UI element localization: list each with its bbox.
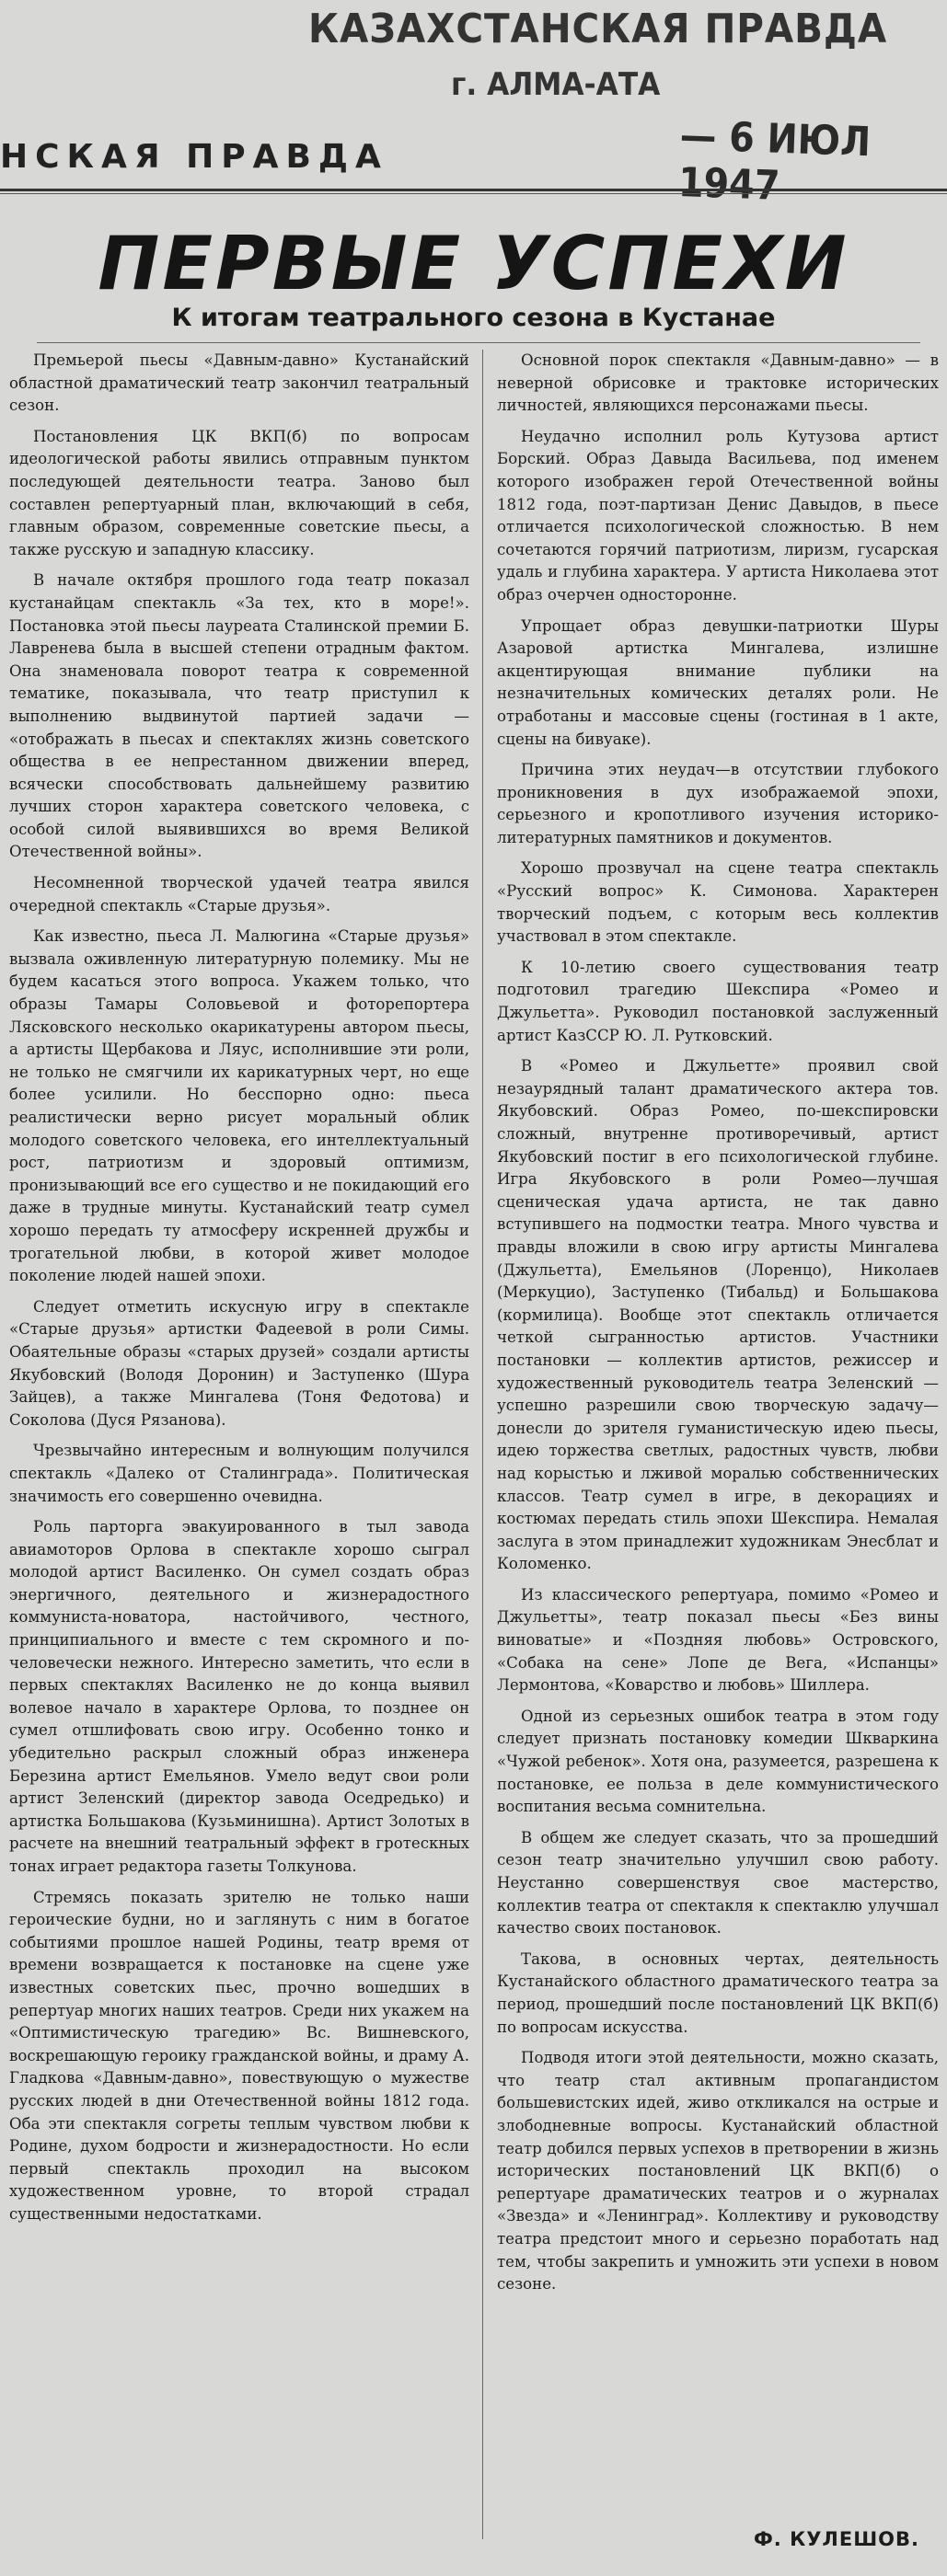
masthead-rule-thin <box>0 193 947 194</box>
paragraph: Несомненной творческой удачей театра явился очередной спектакль «Старые друзья». <box>9 874 469 914</box>
paragraph: В начале октября прошлого года театр показал кустанайцам спектакль «За тех, кто в море!». Постановка этой пьесы лауреата Сталинской премии Б. Лавренева была в высшей степени отрадным фактом. Она знаменовала поворот театра к современной тематике, показывала, что театр приступил к выполнению выдвинутой партией задачи — «отображать в пьесах и спектаклях жизнь советского общества в ее непрестанном движении вперед, всячески способствовать дальнейшему развитию лучших сторон характера советского человека, с особой силой выявившихся во время Великой Отечественной войны». <box>9 571 469 861</box>
paragraph: Неудачно исполнил роль Кутузова артист Борский. Образ Давыда Васильева, под именем которого изображен герой Отечественной войны 1812 года, поэт-партизан Денис Давыдов, в пьесе отличается психологической сложностью. В нем сочетаются горячий патриотизм, лиризм, гусарская удаль и глубина характера. У артиста Николаева этот образ очерчен односторонне. <box>497 427 939 604</box>
paragraph: Упрощает образ девушки-патриотки Шуры Азаровой артистка Мингалева, излишне акцентирующая внимание публики на незначительных комических деталях роли. Не отработаны и массовые сцены (гостиная в 1 акте, сцены на бивуаке). <box>497 616 939 748</box>
date-stamp: — 6 ИЮЛ 1947 <box>677 112 872 210</box>
author-signature: Ф. КУЛЕШОВ. <box>753 2528 919 2550</box>
paragraph: Роль парторга эвакуированного в тыл завода авиамоторов Орлова в спектакле хорошо сыграл молодой артист Василенко. Он сумел создать образ энергичного, деятельного и жизнерадостного коммуниста-новатора, настойчивого, честного, принципиального и вместе с тем скромного и по-человечески нежного. Интересно заметить, что если в первых спектаклях Василенко не до конца выявил волевое начало в характере Орлова, то позднее он сумел отшлифовать свою игру. Особенно тонко и убедительно раскрыл сложный образ инженера Березина артист Емельянов. Умело ведут свои роли артист Зеленский (директор завода Оседредько) и артистка Большакова (Кузьминишна). Артист Золотых в расчете на внешний театральный эффект в гротескных тонах играет редактора газеты Толкунова. <box>9 1518 469 1875</box>
paragraph: Постановления ЦК ВКП(б) по вопросам идеологической работы явились отправным пунктом последующей деятельности театра. Заново был составлен репертуарный план, включающий в себя, главным образом, современные советские пьесы, а также русскую и западную классику. <box>9 427 469 558</box>
paragraph: Стремясь показать зрителю не только наши героические будни, но и заглянуть с ним в богатое событиями прошлое нашей Родины, театр время от времени возвращается к постановке на сцене уже известных советских пьес, прочно вошедших в репертуар многих наших театров. Среди них укажем на «Оптимистическую трагедию» Вс. Вишневского, воскрешающую героику гражданской войны, и драму А. Гладкова «Давным-давно», повествующую о мужестве русских людей в дни Отечественной войны 1812 года. Оба эти спектакля согреты теплым чувством любви к Родине, духом бодрости и жизнерадостности. Но если первый спектакль проходил на высоком художественном уровне, то второй страдал существенными недостатками. <box>9 1888 469 2223</box>
paragraph: Чрезвычайно интересным и волнующим получился спектакль «Далеко от Сталинграда». Политическая значимость его совершенно очевидна. <box>9 1442 469 1505</box>
clipping-header <box>0 0 947 210</box>
paragraph: В общем же следует сказать, что за прошедший сезон театр значительно улучшил свою работу. Неустанно совершенствуя свое мастерство, коллектив театра от спектакля к спектаклю улучшал качество своих постановок. <box>497 1828 939 1938</box>
paragraph: Причина этих неудач—в отсутствии глубокого проникновения в дух изображаемой эпохи, серьезного и кропотливого изучения историко-литературных памятников и документов. <box>497 761 939 846</box>
subheadline-rule <box>37 342 920 343</box>
paragraph: Премьерой пьесы «Давным-давно» Кустанайский областной драматический театр закончил театральный сезон. <box>9 351 469 415</box>
newspaper-stamp-city: г. АЛМА-АТА <box>451 66 661 103</box>
article-column-left <box>9 350 469 2539</box>
paragraph: Одной из серьезных ошибок театра в этом году следует признать постановку комедии Шкваркина «Чужой ребенок». Хотя она, разумеется, разрешена к постановке, ее польза в деле коммунистического воспитания весьма сомнительна. <box>497 1707 939 1816</box>
paragraph: Подводя итоги этой деятельности, можно сказать, что театр стал активным пропагандистом большевистских идей, живо откликался на острые и злободневные вопросы. Кустанайский областной театр добился первых успехов в претворении в жизнь исторических постановлений ЦК ВКП(б) о репертуаре драматических театров и о журналах «Звезда» и «Ленинград». Коллективу и руководству театра предстоит много и серьезно поработать над тем, чтобы закрепить и умножить эти успехи в новом сезоне. <box>497 2049 939 2294</box>
article-subheadline: К итогам театрального сезона в Кустанае <box>171 304 776 332</box>
paragraph: Как известно, пьеса Л. Малюгина «Старые друзья» вызвала оживленную литературную полемику. Мы не будем касаться этого вопроса. Укажем только, что образы Тамары Соловьевой и фоторепортера Лясковского несколько окарикатурены автором пьесы, а артисты Щербакова и Ляус, исполнившие эти роли, не только не смягчили их карикатурных черт, но еще более усилили. Но бесспорно одно: пьеса реалистически верно рисует моральный облик молодого советского человека, его интеллектуальный рост, патриотизм и здоровый оптимизм, пронизывающий все его существо и не покидающий его даже в трудные минуты. Кустанайский театр сумел хорошо передать ту атмосферу искренней дружбы и трогательной любви, в которой живет молодое поколение людей нашей эпохи. <box>9 927 469 1285</box>
paragraph: Следует отметить искусную игру в спектакле «Старые друзья» артистки Фадеевой в роли Симы. Обаятельные образы «старых друзей» создали артисты Якубовский (Володя Доронин) и Заступенко (Шура Зайцев), а также Мингалева (Тоня Федотова) и Соколова (Дуся Рязанова). <box>9 1297 469 1429</box>
article-headline: ПЕРВЫЕ УСПЕХИ <box>98 221 849 306</box>
paragraph: Такова, в основных чертах, деятельность Кустанайского областного драматического театра за период, прошедший после постановлений ЦК ВКП(б) по вопросам искусства. <box>497 1949 939 2036</box>
article-column-right <box>497 350 939 2539</box>
paragraph: Основной порок спектакля «Давным-давно» — в неверной обрисовке и трактовке исторических личностей, являющихся персонажами пьесы. <box>497 351 939 415</box>
paragraph: В «Ромео и Джульетте» проявил свой незаурядный талант драматического актера тов. Якубовский. Образ Ромео, по-шекспировски сложный, внутренне противоречивый, артист Якубовский постиг в его психологической глубине. Игра Якубовского в роли Ромео—лучшая сценическая удача артиста, не так давно вступившего на подмостки театра. Много чувства и правды вложили в свою игру артисты Мингалева (Джульетта), Емельянов (Лоренцо), Николаев (Меркуцио), Заступенко (Тибальд) и Большакова (кормилица). Вообще этот спектакль отличается четкой сыгранностью артистов. Участники постановки — коллектив артистов, режиссер и художественный руководитель театра Зеленский — успешно разрешили свою творческую задачу—донесли до зрителя гуманистическую идею пьесы, идею торжества светлых, радостных чувств, любви над корыстью и лживой моралью собственнических классов. Театр сумел в игре, в декорациях и костюмах передать стиль эпохи Шекспира. Немалая заслуга в этом принадлежит художникам Энесблат и Коломенко. <box>497 1057 939 1573</box>
paragraph: Хорошо прозвучал на сцене театра спектакль «Русский вопрос» К. Симонова. Характерен творческий подъем, с которым весь коллектив участвовал в этом спектакле. <box>497 859 939 946</box>
paragraph: К 10-летию своего существования театр подготовил трагедию Шекспира «Ромео и Джульетта». Руководил постановкой заслуженный артист КазССР Ю. Л. Рутковский. <box>497 958 939 1044</box>
newspaper-stamp-title: КАЗАХСТАНСКАЯ ПРАВДА <box>308 6 888 52</box>
masthead-rule <box>0 189 947 191</box>
paragraph: Из классического репертуара, помимо «Ромео и Джульетты», театр показал пьесы «Без вины виноватые» и «Поздняя любовь» Островского, «Собака на сене» Лопе де Вега, «Испанцы» Лермонтова, «Коварство и любовь» Шиллера. <box>497 1585 939 1695</box>
column-divider <box>482 350 483 2539</box>
masthead-fragment: НСКАЯ ПРАВДА <box>0 138 388 176</box>
